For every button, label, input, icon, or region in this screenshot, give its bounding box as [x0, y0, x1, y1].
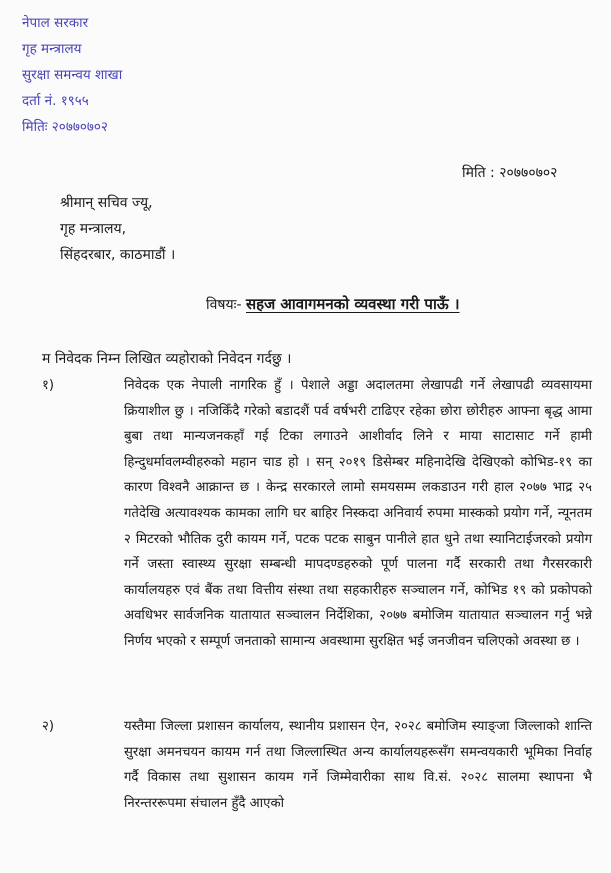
paragraph-number: १) [42, 378, 55, 393]
addressee-salutation: श्रीमान् सचिव ज्यू, [60, 195, 153, 211]
stamp-registration: दर्ता नं. १९५५ [22, 93, 89, 109]
subject-label: विषयः- [206, 297, 242, 313]
addressee-block [60, 190, 175, 268]
office-stamp [22, 10, 122, 140]
addressee-office: गृह मन्त्रालय, [60, 221, 127, 237]
paragraph-2 [42, 714, 592, 816]
addressee-location: सिंहदरबार, काठमाडौं । [60, 247, 176, 263]
paragraph-1 [42, 373, 592, 655]
letter-date: मिति : २०७७०७०२ [462, 165, 558, 181]
paragraph-text: निवेदक एक नेपाली नागरिक हुँ । पेशाले अड्डा अदालतमा लेखापढी गर्ने लेखापढी व्यवसायमा क्रियाशील छु । नजिकिँदै गरेको बडादशैं पर्व वर्षभरी टाढिएर रहेका छोरा छोरीहरु आफ्ना बृद्ध आमा बुबा तथा मान्यजनकहाँ गई टिका लगाउने आशीर्वाद लिने र माया साटासाट गर्ने हामी हिन्दुधर्मावलम्वीहरुको महान चाड हो । सन् २०१९ डिसेम्बर महिनादेखि देखिएको कोभिड-१९ का कारण विश्वनै आक्रान्त छ । केन्द्र सरकारले लामो समयसम्म लकडाउन गरी हाल २०७७ भाद्र २५ गतेदेखि अत्यावश्यक कामका लागि घर बाहिर निस्कदा अनिवार्य रुपमा मास्कको प्रयोग गर्ने, न्यूनतम २ मिटरको भौतिक दुरी कायम गर्ने, पटक पटक साबुन पानीले हात धुने तथा स्यानिटाईजरको प्रयोग गर्ने जस्ता स्वास्थ्य सुरक्षा सम्बन्धी मापदण्डहरुको पूर्ण पालना गर्दै सरकारी तथा गैरसरकारी कार्यालयहरु एवं बैंक तथा वित्तीय संस्था तथा सहकारीहरु सञ्चालन गर्ने, कोभिड १९ को प्रकोपको अवधिभर सार्वजनिक यातायात सञ्चालन निर्देशिका, २०७७ बमोजिम यातायात सञ्चालन गर्नु भन्ने निर्णय भएको र सम्पूर्ण जनताको सामान्य अवस्थामा सुरक्षित भई जनजीवन चलिएको अवस्था छ । [124, 378, 592, 649]
stamp-ministry: गृह मन्त्रालय [22, 41, 82, 57]
stamp-section: सुरक्षा समन्वय शाखा [22, 67, 123, 83]
paragraph-text: यस्तैमा जिल्ला प्रशासन कार्यालय, स्थानीय प्रशासन ऐन, २०२८ बमोजिम स्याङ्जा जिल्लाको शान्ति सुरक्षा अमनचयन कायम गर्न तथा जिल्लास्थित अन्य कार्यालयहरूसँग समन्वयकारी भूमिका निर्वाह गर्दै विकास तथा सुशासन कायम गर्ने जिम्मेवारीका साथ वि.सं. २०२८ सालमा स्थापना भै निरन्तररूपमा संचालन हुँदै आएको [124, 719, 592, 811]
intro-line: म निवेदक निम्न लिखित व्यहोराको निवेदन गर्दछु । [42, 351, 292, 367]
stamp-government: नेपाल सरकार [22, 15, 89, 31]
subject-line [206, 294, 460, 314]
stamp-date: मितिः २०७७०७०२ [22, 119, 108, 135]
subject-text: सहज आवागमनको व्यवस्था गरी पाऊँ । [245, 295, 460, 313]
paragraph-number: २) [42, 719, 55, 734]
